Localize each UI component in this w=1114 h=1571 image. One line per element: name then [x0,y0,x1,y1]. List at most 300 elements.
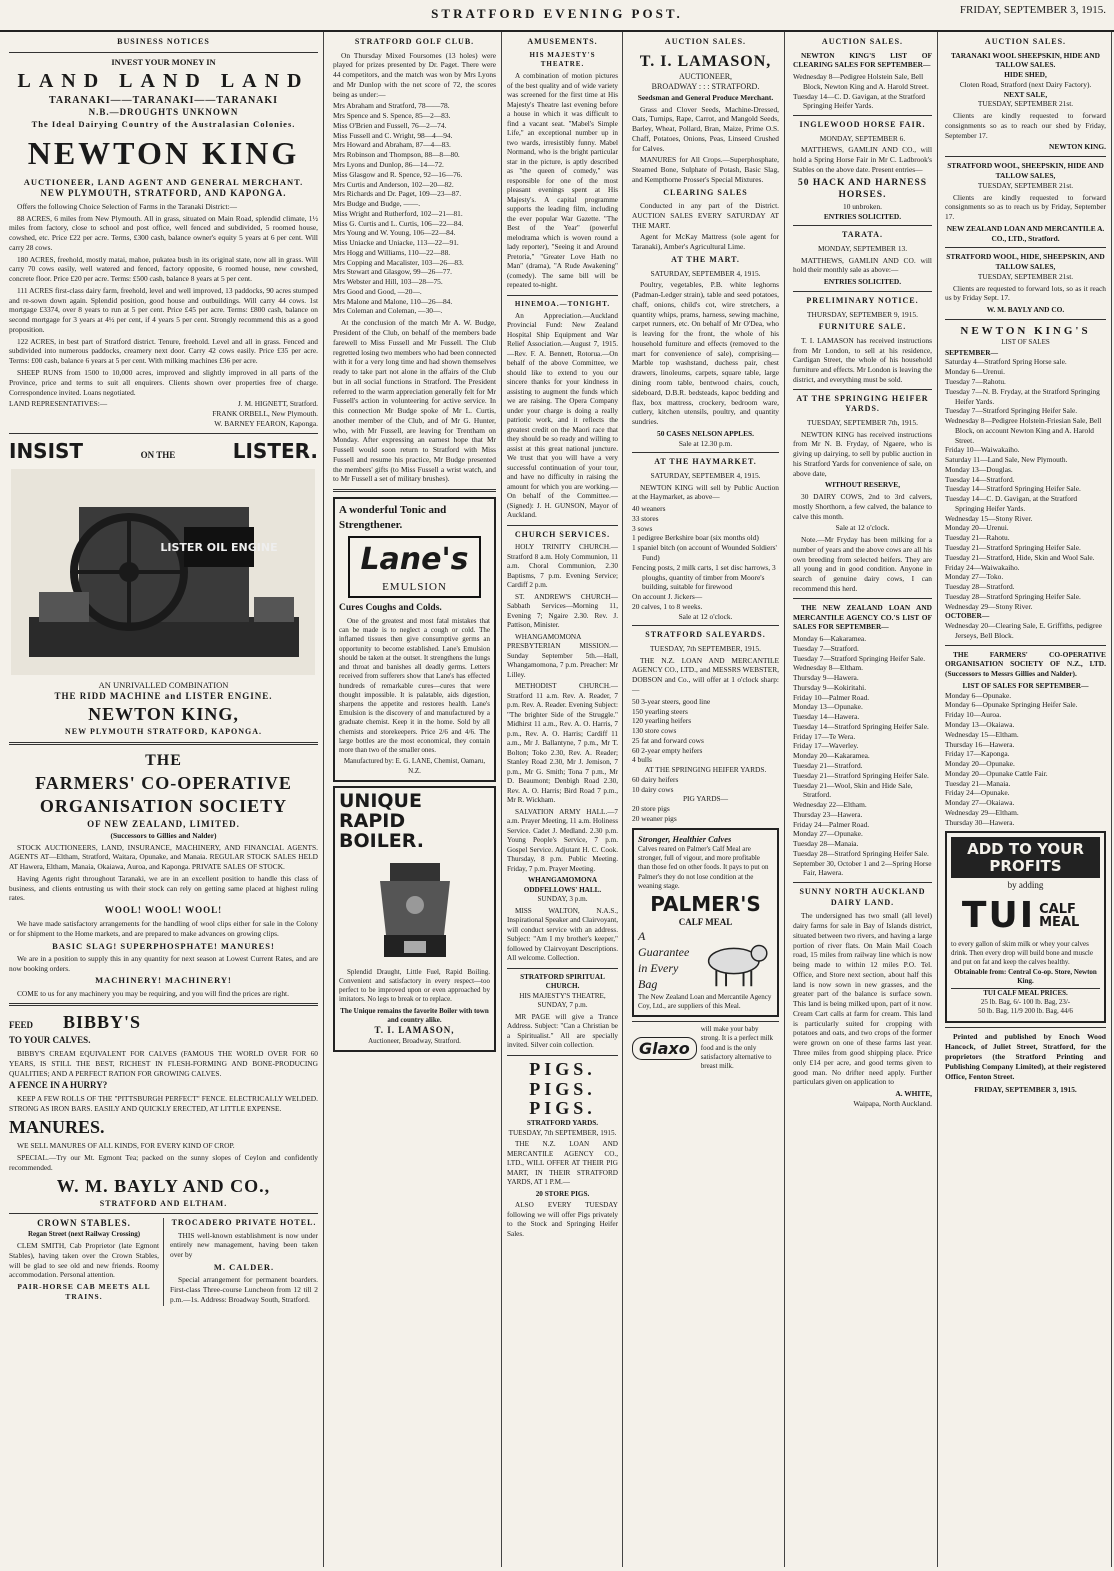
dairy-cows: 30 DAIRY COWS, 2nd to 3rd calvers, mostly Shorthorn, a few calved, the balance to calve this month. [793,492,932,521]
emulsion-logo: EMULSION [382,580,447,593]
fcos-sale-item: Monday 6—Opunake. [945,690,1012,700]
tui-logo: TUI [961,895,1036,937]
nzl-sales-list [793,634,932,878]
spiritual-time: SUNDAY, 7 p.m. [537,1001,588,1010]
pigs-date: TUESDAY, 7th SEPTEMBER, 1915. [508,1128,617,1137]
lamason-broadway: BROADWAY : : : STRATFORD. [651,82,760,92]
saleyards-date: TUESDAY, 7th SEPTEMBER, 1915. [650,643,761,653]
seeds-body: Grass and Clover Seeds, Machine-Dressed, Oats, Turnips, Rape, Carrot, and Mangold Seeds, Barley, Wheat, Pollard, Bran, Maize, Prime O.S. Chaff, Potatoes, Onions, Peas, Linseed Crushed for Calves. [632,104,779,153]
fcos-sale-item: Wednesday 15—Eltham. [945,729,1019,739]
his-majestys-body: A combination of motion pictures of the best quality and of wide variety was screened for the first time at His Majesty's Theatre last evening before a house in which it was difficult to find a vacant seat. "Mabel's Simple Life," an exceptional number up in two wards, irresistibly funny. Mabel Normand, who is the bright particular star in the picture, is aptly described as "the queen of comedy," was responsible for one of the most pleasant evenings spent at His Majesty's. A capital programme supports the leading film, including the ever popular War Gazette. "The Best of the Year" (powerful melodrama which is woven round a lady reporter), "Seeing it and Around Pretoria," "Greater Love Hath no Man" (drama), "A Rude Awakening" (comedy). The same bill will be repeated to-night. [507,72,618,290]
tui-prices-heading: TUI CALF MEAL PRICES. [951,988,1100,998]
church-services-header: CHURCH SERVICES. [514,529,611,539]
boiler-body: Splendid Draught, Little Fuel, Rapid Boiling. Convenient and satisfactory in every respect—too perfect to be improved upon or even approached by imitators. No legs to break or to replace. [339,967,490,1004]
church-notice: ST. ANDREW'S CHURCH—Sabbath Services—Morning 11, Evening 7; Ngaire 2.30. Rev. J. Pattison, Minister. [507,592,618,630]
nzl-sale-item: Monday 20—Kakaramea. [793,751,870,761]
at-the-mart: AT THE MART. [671,255,740,265]
fcos-sale-item: Monday 27—Okaiawa. [945,798,1015,808]
church-notice: WHANGAMOMONA PRESBYTERIAN MISSION.—Sunday September 5th.—Hall, Whangamomona, 7 p.m. Preacher: Mr Lilley. [507,632,618,679]
nk-sale-item: Tuesday 7—N. B. Fryday, at the Stratford Springing Heifer Yards. [945,386,1100,406]
pigs-heading: PIGS. PIGS. PIGS. [529,1058,596,1119]
fcos-heading: THE FARMERS' CO-OPERATIVE ORGANISATION SOCIETY OF N.Z., LTD. (Successors to Messrs Gillies and Nalder). [945,649,1106,679]
golf-score: Miss G. Curtis and L. Curtis, 106—22—84. [333,218,464,228]
nk-sale-item: Tuesday 14—Stratford Springing Heifer Sale. [945,484,1081,494]
nk-sale-item: Monday 13—Douglas. [945,464,1013,474]
hack-horses: 50 HACK AND HARNESS HORSES. [797,177,928,201]
golf-score: Miss O'Brien and Fussell, 76—2—74. [333,120,447,130]
nk-sale-item: Wednesday 29—Stony River. [945,601,1033,611]
nk-sale-item: Monday 27—Toko. [945,572,1004,582]
furniture-sale: FURNITURE SALE. [818,322,907,332]
nk-sale-item: Wednesday 8—Pedigree Holstein-Friesian Sale, Bell Block, on account Newton King and A. Harold Street. [945,416,1102,445]
trocadero-title: TROCADERO PRIVATE HOTEL. [171,1218,317,1228]
next-sale-date: TUESDAY, SEPTEMBER 21st. [977,99,1074,109]
bibbys-title: BIBBY'S [63,1012,142,1033]
nk-sale-item: Tuesday 7—Rahotu. [945,376,1006,386]
droughts-heading: N.B.—DROUGHTS UNKNOWN [88,107,239,118]
lanes-body: One of the greatest and most fatal mistakes that can be made is to neglect a cough or cold. The inflamed tissues then give consumptive germs an opportunity to become established. Lane's Emulsion should be taken at the outset. It strengthens the lungs and throat and banishes all deadly germs. Letters received from sufferers show that Lane's has effected hundreds of remarkable cures—cures that were thought impossible. It is palatable, aids digestion, sharpens the appetite and restores health. Lane's Emulsion is the discovery of and manufactured by a graduate chemist. Keep it in the home. Sold by all chemists and storekeepers. Price 2/6 and 4/6. The large bottles are the most economical, they contain more than two of the smaller ones. [339,616,490,755]
fcos-sale-item: Monday 20—Opunake. [945,759,1015,769]
masthead [0,0,1114,32]
golf-score: Mrs Robinson and Thompson, 88—8—80. [333,150,460,160]
fcos-list-heading: LIST OF SALES FOR SEPTEMBER— [962,680,1089,690]
nk-clearing-list: NEWTON KING'S LIST OF CLEARING SALES FOR SEPTEMBER— [793,50,932,70]
haymarket-item: 1 pedigree Berkshire boar (six months old) [632,533,759,543]
pig-items [632,804,779,824]
pigs-tail: ALSO EVERY TUESDAY following we will offer Pigs privately to the Stock and Springing Heifer Sales. [507,1201,618,1238]
nk-sales-list [945,357,1106,611]
nk-october-list [945,621,1106,641]
representative: W. BARNEY FEARON, Kaponga. [214,418,318,428]
nzl-sale-item: Friday 17—Te Wera. [793,731,856,741]
newton-king-towns-2: NEW PLYMOUTH STRATFORD, KAPONGA. [65,726,262,736]
newton-king-subtitle: AUCTIONEER, LAND AGENT AND GENERAL MERCHANT. [23,176,304,187]
imprint: Printed and published by Enoch Wood Hancock, of Juliet Street, Stratford, for the proprietors (the Stratford Printing and Publishing Company Limited), at their registered Office, Fenton Street. [945,1031,1106,1081]
saleyards-item: 60 2-year empty heifers [632,745,703,755]
golf-score: Mrs Howard and Abraham, 87—4—83. [333,140,451,150]
nzl-sale-item: Monday 13—Opunake. [793,702,863,712]
newton-kings-list-sub: LIST OF SALES [1001,338,1050,347]
taranaki-heading: TARANAKI——TARANAKI——TARANAKI [48,95,279,107]
tui-add-profits: ADD TO YOUR PROFITS [967,840,1084,875]
fcos-sale-item: Monday 6—Opunake Springing Heifer Sale. [945,700,1078,710]
fryday-note: Note.—Mr Fryday has been milking for a number of years and the above cows are all his own breeding from selected heifers. They are all young and in good condition. Anyone in search of genuine dairy cows, I can recommend this herd. [793,535,932,593]
fcos-sale-item: Tuesday 21—Manaia. [945,778,1011,788]
tui-price-row: 50 lb. Bag, 11/9 200 lb. Bag, 44/6 [978,1007,1073,1016]
pig-item: 20 weaner pigs [632,813,677,823]
golf-club-header: STRATFORD GOLF CLUB. [354,37,475,46]
lamason-title: T. I. LAMASON, [639,52,772,70]
farm-listing: SHEEP RUNS from 1500 to 10,000 acres, improved and slightly improved in all parts of the Province, price and terms to suit all enquirers. Clients shown over properties free of charge. Correspondence invited. Loans negotiated. [9,368,318,397]
haymarket-item: 3 sows [632,523,653,533]
auction-sales-header: AUCTION SALES. [664,37,747,46]
tarata-heading: TARATA. [842,230,883,240]
haymarket-sale-time: Sale at 12 o'clock. [678,611,733,621]
issue-date: FRIDAY, SEPTEMBER 3, 1915. [959,4,1106,16]
fence-body: KEEP A FEW ROLLS OF THE "PITTSBURGH PERFECT" FENCE. ELECTRICALLY WELDED. STRONG AS IRON BARS. EASILY AND QUICKLY ERECTED, AT LITTLE EXPENSE. [9,1094,318,1113]
nzl-sale-item: Tuesday 7—Stratford. [793,643,859,653]
palmers-calf-meal-ad [632,828,779,1017]
tui-calf-meal: CALF MEAL [1039,902,1080,931]
cloten-road: Cloten Road, Stratford (next Dairy Factory). [959,79,1092,89]
nzl-sale-item: Wednesday 8—Eltham. [793,663,864,673]
ideal-heading: The Ideal Dairying Country of the Australasian Colonies. [31,119,296,130]
entries-solicited: ENTRIES SOLICITED. [823,211,902,221]
nzl-sale-item: Wednesday 22—Eltham. [793,800,867,810]
cab-notice: PAIR-HORSE CAB MEETS ALL TRAINS. [17,1282,151,1302]
nk-sale-item: Tuesday 28—Stratford. [945,582,1015,592]
nzl-sale-item: Monday 27—Opunake. [793,829,863,839]
nk-sale-item: Friday 10—Waiwakaiho. [945,445,1020,455]
golf-intro: On Thursday Mixed Foursomes (13 holes) were played for prizes presented by Dr. Paget. There were 44 competitors, and the match was won by Mrs Lyons and Mr Dunlop with the net score of 72, the scores being as under:— [333,50,496,99]
bayly-title: W. M. BAYLY AND CO., [56,1175,271,1196]
haymarket-items [632,504,779,611]
newton-king-title-2: NEWTON KING, [88,704,239,725]
tui-obtainable: Obtainable from: Central Co-op. Store, Newton King. [954,967,1097,985]
hinemoa-heading: HINEMOA.—TONIGHT. [514,299,611,308]
nzl-sign: NEW ZEALAND LOAN AND MERCANTILE A. CO., LTD., Stratford. [946,223,1105,243]
haymarket-body: NEWTON KING will sell by Public Auction at the Haymarket, as above— [632,482,779,502]
clients-notice-3: Clients are requested to forward lots, so as it reach us by Friday Sept. 17. [945,283,1106,303]
hinemoa-body: An Appreciation.—Auckland Provincial Fund: New Zealand Hospital Ship Equipment and War Relief Association.—August 7, 1915.—Rev. F. A. Bennett, Rotorua.—On behalf of the above Committee, we should like to extend to you our sincere thanks for your kindness in assisting to augment the funds which we are raising. The Opera Company under your charge is doing a really patriotic work, and it reflects the greatest credit on the Maori race that they should be so ready and willing to assist at this great national juncture. We trust that you will have a very successful continuation of your tour, and have no difficulty in raising the amount for which you are working.—On behalf of the Committee.—(Signed): J. H. GUNSON, Mayor of Auckland. [507,311,618,520]
land-heading: LAND LAND LAND [17,69,310,92]
newspaper-title: STRATFORD EVENING POST. [431,6,683,21]
nelson-apples: 50 CASES NELSON APPLES. [657,428,754,438]
without-reserve: WITHOUT RESERVE, [824,480,901,490]
saleyards-item: 4 bulls [632,755,652,765]
unbroken-count: 10 unbroken. [843,201,882,211]
land-representatives-label: LAND REPRESENTATIVES:— [9,399,108,409]
heifer-item: 60 dairy heifers [632,774,679,784]
nk-sale-item: Tuesday 14—C. D. Gavigan, at the Stratford Springing Heifer Yards. [945,494,1078,513]
nk-sale-item: Wednesday 15—Stony River. [945,513,1033,523]
golf-scores [333,101,496,316]
church-notice: HOLY TRINITY CHURCH.—Stratford 8 a.m. Holy Communion, 11 a.m. Choral Communion, 2.30 Baptisms, 7 p.m. Evening Service; Cardiff 2 p.m. [507,543,618,590]
saleyards-item: 25 fat and forward cows [632,735,704,745]
newton-king-title: NEWTON KING [27,135,300,172]
lanes-emulsion-ad [333,497,496,782]
crown-stables-body: CLEM SMITH, Cab Proprietor (late Egmont Stables), having taken over the Crown Stables, will be glad to see old and new friends. Roomy accommodation. Personal attention. [9,1241,159,1280]
springing-heifer-heading: AT THE SPRINGING HEIFER YARDS. [796,393,929,414]
mart-date: SATURDAY, SEPTEMBER 4, 1915. [650,268,761,278]
next-sale: NEXT SALE, [1003,89,1048,99]
fryday-sale-time: Sale at 12 o'clock. [835,523,890,533]
nzl-sale-item: Tuesday 14—Hawera. [793,712,860,722]
nk-sale-item: Tuesday 14—Stratford. [945,474,1015,484]
nzl-sale-item: September 30, October 1 and 2—Spring Horse Fair, Hawera. [793,858,932,878]
walton-notice: MISS WALTON, N.A.S., Inspirational Speaker and Clairvoyant, will conduct service with an address. Subject: "Am I my brother's keeper," followed by Clairvoyant Descriptions. All welcome. Collection. [507,906,618,963]
amusements-header: AMUSEMENTS. [527,37,598,46]
newton-king-sign: NEWTON KING. [1049,142,1106,152]
auction-sales-header: AUCTION SALES. [821,37,904,46]
page-notice: MR PAGE will give a Trance Address. Subject: "Can a Christian be a Spiritualist." All are specially invited. Silver coin collection. [507,1012,618,1050]
mg-monthly-body: MATTHEWS, GAMLIN AND CO. will hold their monthly sale as above:— [793,255,932,275]
imprint-date: FRIDAY, SEPTEMBER 3, 1915. [974,1084,1077,1094]
farm-listing: 180 ACRES, freehold, mostly matai, mahoe, pukatea bush in its original state, now all in grass. Will carry 70 cows easily, well watered and fenced, factory opposite, 6 roomed house, new cowshed, concrete floor. Price £20 per acre. Terms: £500 cash, balance 8 years at 5 per cent. [9,254,318,284]
column-2 [328,32,502,1567]
column-4 [627,32,785,1567]
nzl-sale-item: Tuesday 21—Wool, Skin and Hide Sale, Stratford. [793,780,913,800]
pig-yards: PIG YARDS— [682,794,729,804]
lamason-name: T. I. LAMASON, [374,1025,455,1036]
haymarket-item: 33 stores [632,513,659,523]
nk-sale-item: Tuesday 7—Stratford Springing Heifer Sale. [945,406,1078,416]
golf-score: Mrs Curtis and Anderson, 102—20—82. [333,179,454,189]
tui-price-row: 25 lb. Bag, 6/- 100 lb. Bag, 23/- [980,998,1071,1007]
saleyards-item: 120 yearling heifers [632,716,692,726]
business-notices-header: BUSINESS NOTICES [117,37,210,46]
golf-score: Mrs Copping and Macalister, 103—26—83. [333,257,464,267]
furniture-body: T. I. LAMASON has received instructions from Mr London, to sell at his residence, Cardigan Street, the whole of his household furniture and effects. Mr London is leaving the district, and everything must be sold. [793,335,932,384]
saleyards-item: 50 3-year steers, good line [632,696,711,706]
manures-mixtures: MANURES for All Crops.—Superphosphate, Steamed Bone, Sulphate of Potash, Basic Slag, and Kempthorne Prosser's Special Mixtures. [632,155,779,184]
golf-farewell: At the conclusion of the match Mr A. W. Budge, President of the Club, on behalf of the members bade farewell to Miss Fussell and Mr Fussell. The Club regretted losing two members who had been connected with it for a very long time and had shown themselves ready to take part not alone in the affairs of the Club but in all social functions in Stratford. The President referred to the warm appreciation generally felt for Mr Fussell's action in volunteering for active service. In this connection Mr Budge spoke of Mr L. Curtis, another member of the Club, and of Mr G. Hunter, who, with Mr Fussell, are leaving for Trentham on Monday. After expressing an earnest hope that Mr Fussell would soon return to Stratford with Miss Fussell and resume his practice, Mr Budge presented the members' gifts (to Miss Fussell a wrist watch, and to Mr Fussell a set of military brushes). [333,318,496,484]
palmers-logo: PALMER'S [650,892,761,917]
calf-illustration [695,931,773,991]
lanes-logo: Lane's [360,542,469,578]
newton-king-towns: NEW PLYMOUTH, STRATFORD, AND KAPONGA. [40,187,287,198]
farmers-nz: OF NEW ZEALAND, LIMITED. [87,819,240,829]
tui-by-adding: by adding [1007,880,1044,891]
lanes-cures: Cures Coughs and Colds. [339,603,442,614]
sunny-north-auckland: SUNNY NORTH AUCKLAND DAIRY LAND. [799,887,926,907]
nk-sale-item: Tuesday 21—Stratford Springing Heifer Sale. [945,542,1081,552]
bibbys-body: BIBBY'S CREAM EQUIVALENT FOR CALVES (FAMOUS THE WORLD OVER FOR 60 YEARS, IS STILL THE BEST, RICHEST IN FLESH-FORMING AND BONE-PRODUCING QUALITIES; AND A PERFECT RATION FOR GROWING CALVES. [9,1049,318,1078]
nk-sale-item: Saturday 11—Land Sale, New Plymouth. [945,455,1068,465]
white-location: Waipapa, North Auckland. [853,1098,932,1108]
stratford-saleyards: STRATFORD SALEYARDS. [645,630,766,640]
saleyards-items [632,697,779,765]
nk-sale-item: Tuesday 21—Stratford, Hide, Skin and Wool Sale. [945,552,1095,562]
palmers-guarantee: A Guarantee in Every Bag [638,929,690,991]
haymarket-item: 20 calves, 1 to 8 weeks. [632,601,703,611]
boiler-illustration [340,855,490,965]
nk-sale-item: Tuesday 28—Stratford Springing Heifer Sale. [945,591,1081,601]
fryday-body: NEWTON KING has received instructions from Mr N. B. Fryday, of Ngaere, who is giving up dairying, to sell by public auction in his Stratford Yards for convenience of sale, on above date, [793,429,932,478]
fence-heading: A FENCE IN A HURRY? [9,1080,108,1091]
nk-sale-item: Saturday 4—Stratford Spring Horse sale. [945,357,1067,367]
his-majestys-theatre: HIS MAJESTY'S THEATRE. [529,50,596,68]
farmers-agents: STOCK AUCTIONEERS, LAND, INSURANCE, MACHINERY, AND FINANCIAL AGENTS. AGENTS AT—Eltham, Stratford, Waitara, Opunake, and Manaia. REGULAR STOCK SALES HELD AT Hawera, Eltham, Manaia, Okaiawa, Auroa, and Kaponga. PRIVATE SALES OF STOCK. [9,842,318,872]
bayly-sign: W. M. BAYLY AND CO. [986,305,1065,315]
glaxo-logo: Glaxo [632,1037,697,1060]
tui-body: to every gallon of skim milk or whey your calves drink. Then every drop will build bone and muscle and put on fat and keep the calves healthy. [951,939,1093,967]
golf-score: Mrs Webster and Hill, 103—28—75. [333,277,443,287]
fcos-sale-item: Friday 10—Auroa. [945,710,1002,720]
pig-item: 20 store pigs [632,804,670,814]
nk-sale-item: Tuesday 21—Rahotu. [945,533,1010,543]
fcos-sale-item: Monday 20—Opunake Cattle Fair. [945,768,1048,778]
haymarket-item: 40 weaners [632,504,666,514]
boiler-tagline: The Unique remains the favorite Boiler with town and country alike. [340,1006,489,1024]
nk-clearing-item: Tuesday 14—C. D. Gavigan, at the Stratford Springing Heifer Yards. [793,91,926,111]
farm-listing: 122 ACRES, in best part of Stratford district. Tenure, freehold. Level and all in grass. Fenced and subdivided into numerous paddocks, creamery next door. Carry 42 cows easily. Price £35 per acre. Terms: £00 cash, balance 6 years at 5 per cent. With milking machines £36 per acre. [9,336,318,366]
nzl-sale-item: Thursday 9—Kokiritahi. [793,682,867,692]
farm-listing: 111 ACRES first-class dairy farm, freehold, level and well improved, 13 paddocks, 90 acres stumped and re-sown down again. Splendid position, good house and outbuildings. Will carry 44 cows. 1st mortgage £3374, over 8 years to run at 5 per cent. Price £45 per acre. Terms: £800 cash, balance on second mortgage for 3 years at 4½ per cent, if 4 years 5 per cent. Strongly recommend this as a good proposition. [9,285,318,334]
tui-calf-meal-ad [945,831,1106,1022]
wool-heading: WOOL! WOOL! WOOL! [104,905,223,916]
farmers-the: THE [145,752,182,770]
palmers-headline: Stronger, Healthier Calves [638,833,732,844]
palmers-suppliers: The New Zealand Loan and Mercantile Agency Coy, Ltd., are suppliers of this Meal. [638,992,772,1010]
golf-score: Mrs Coleman and Coleman, —30—. [333,306,443,316]
representative: J. M. HIGNETT, Stratford. [237,399,318,409]
heifer-item: 10 dairy cows [632,784,674,794]
lanes-manufacturer: Manufactured by: E. G. LANE, Chemist, Oamaru, N.Z. [343,757,486,775]
tarata-date: MONDAY, SEPTEMBER 13. [817,243,908,253]
calder-name: M. CALDER. [213,1261,275,1272]
nzl-sale-item: Tuesday 21—Stratford. [793,761,863,770]
stratford-hide-date: TUESDAY, SEPTEMBER 21st. [977,271,1074,281]
farmers-body: Having Agents right throughout Taranaki, we are in an excellent position to handle this class of business, and clients entrusting us with their stock can rely on getting same placed at highest ruling rates. [9,873,318,903]
golf-score: Miss Glasgow and R. Spence, 92—16—76. [333,169,463,179]
store-pigs: 20 STORE PIGS. [535,1189,590,1198]
farm-listing: 88 ACRES, 6 miles from New Plymouth. All in grass, situated on Main Road, splendid climate, 1½ miles from factory, close to school and post office, well fenced and subdivided, 5 roomed house, cowshed, etc. Price £22 per acre. Terms, £300 cash, balance owner's equity 5 years at 6 per cent. Will carry 28 cows. [9,213,318,252]
golf-score: Mrs Stewart and Glasgow, 99—26—77. [333,267,452,277]
fcos-sales-list [945,691,1106,828]
nk-sale-item: Monday 6—Urenui. [945,367,1005,377]
invest-heading: INVEST YOUR MONEY IN [111,56,216,67]
nk-october: OCTOBER— [945,611,990,621]
feed-label: FEED [9,1020,34,1031]
golf-score: Miss Fussell and C. Wright, 98—4—94. [333,130,453,140]
column-1 [4,32,324,1567]
special-tea: SPECIAL.—Try our Mt. Egmont Tea; packed on the sunny slopes of Ceylon and confidently recommended. [9,1153,318,1172]
clients-notice-2: Clients are kindly requested to forward consignments so as to reach us by Friday, September 17. [945,192,1106,222]
clearing-body: Conducted in any part of the District. AUCTION SALES EVERY SATURDAY AT THE MART. [632,201,779,230]
wool-body: We have made satisfactory arrangements for the handling of wool clips either for sale in the Colony or for shipment to the Home markets, and are prepared to make advances on growing clips. [9,919,318,938]
manures-title-body: WE SELL MANURES OF ALL KINDS, FOR EVERY KIND OF CROP. [17,1141,235,1151]
on-the-text: ON THE [140,449,176,460]
golf-score: Miss Uniacke and Uniacke, 113—22—91. [333,238,459,248]
newton-kings-list: NEWTON KING'S [960,324,1091,337]
manures-body: We are in a position to supply this in any quantity for next season at Lowest Current Rates, and are now booking orders. [9,953,318,973]
nk-sale-item: Monday 20—Urenui. [945,523,1009,533]
farms-intro: Offers the following Choice Selection of Farms in the Taranaki District:— [17,201,238,211]
bayly-subtitle: STRATFORD AND ELTHAM. [99,1198,228,1208]
nk-october-item: Wednesday 20—Clearing Sale, E. Griffiths, pedigree Jerseys, Bell Block. [945,621,1102,640]
golf-score: Mrs Hogg and Williams, 110—22—88. [333,247,451,257]
golf-score: Miss Wright and Rutherford, 102—21—81. [333,208,463,218]
preliminary-notice: PRELIMINARY NOTICE. [806,295,919,305]
fcos-sale-item: Friday 17—Kaponga. [945,749,1010,759]
furniture-date: THURSDAY, SEPTEMBER 9, 1915. [807,309,918,319]
fcos-sale-item: Monday 13—Okaiawa. [945,720,1015,729]
clients-notice-1: Clients are kindly requested to forward consignments so as to reach our shed by Friday, September 17. [945,111,1106,140]
at-the-haymarket: AT THE HAYMARKET. [654,457,757,467]
stratford-hide-heading: STRATFORD WOOL, HIDE, SHEEPSKIN, AND TALLOW SALES, [946,252,1105,272]
mart-sale-time: Sale at 12.30 p.m. [678,438,733,448]
nzl-sale-item: Monday 6—Kakaramea. [793,634,867,644]
palmers-body: Calves reared on Palmer's Calf Meal are stronger, full of vigour, and more profitable than those fed on other foods. It pays to put on Palmer's they do not lose condition at the weaning stage. [638,844,769,890]
golf-score: Mrs Budge and Budge, ——. [333,199,421,209]
fcos-sale-item: Thursday 16—Hawera. [945,739,1015,749]
stratford-yards: STRATFORD YARDS. [526,1119,599,1128]
nzl-sale-item: Friday 10—Palmer Road. [793,692,870,702]
springing-heifer-yards: AT THE SPRINGING HEIFER YARDS. [644,765,767,775]
taranaki-wool-heading: TARANAKI WOOL SHEEPSKIN, HIDE AND TALLOW SALES. [950,50,1100,70]
ridd-lister-caption: THE RIDD MACHINE and LISTER ENGINE. [54,691,273,702]
lister-heading: LISTER. [232,438,318,463]
trocadero-body-2: Special arrangement for permanent boarders. First-class Three-course Luncheon from 12 till 2 p.m.—1s. Address: Broadway South, Stratford. [170,1275,318,1304]
nk-clearing-items [793,72,932,111]
mg-horse-fair-body: MATTHEWS, GAMLIN AND CO., will hold a Spring Horse Fair in Mr C. Ladbrook's Stables on the above date. Present entries— [793,145,932,174]
clearing-sales-heading: CLEARING SALES [663,187,748,197]
entries-solicited-2: ENTRIES SOLICITED. [823,277,902,287]
white-name: A. WHITE, [895,1089,932,1099]
golf-score: Mrs Richards and Dr. Paget, 109—23—87. [333,189,462,199]
lamason-address: Auctioneer, Broadway, Stratford. [368,1036,461,1045]
mart-body: Poultry, vegetables, P.B. white leghorns (Padman-Ledger strain), table and seed potatoes, chaff, onions, child's cot, wire stretchers, a quantity whips, prams, harness, sewing machine, carpet runners, etc. On behalf of Mr O'Dea, who is leaving for the front, the whole of his household furniture and effects (removed to the mart for convenience of sale), comprising— Marble top washstand, duchess pair, chest drawers, linoleums, carpets, square table, large dining room table, bentwood chairs, couch, sideboard, D.B.R. bedsteads, kapoc bedding and flax, box mattress, crockery, bedroom ware, cutlery, kitchen utensils, poultry, and quantity sundries. [632,280,779,427]
haymarket-date: SATURDAY, SEPTEMBER 4, 1915. [650,470,761,480]
golf-score: Mrs Young and W. Young, 106—22—84. [333,228,456,238]
sunny-body: The undersigned has two small (all level) dairy farms for sale in Bay of Islands district, situated between two rivers, and having a large portion of river flats. On Main Mail Coach road, 15 miles from railway line which is now being made to within 12 miles P.O. Tel. Office, and Store next section, about half this land is now sown in new grasses, and the greater part of the balance is surface sown. This land is being milked upon, part of it now. Cream Cart calls at farm for cream. This land is particularly suited for cropping with potatoes and oats, and two crops of the former were grown on one of these farms last year. Three miles from good shipping place. Price only £14 per acre, and good terms given to good man. No drifter need apply. Further particulars given on application to [793,911,933,1087]
calves-heading: TO YOUR CALVES. [9,1035,91,1046]
nzl-sale-item: Tuesday 28—Stratford Springing Heifer Sale. [793,848,929,858]
fcos-sale-item: Wednesday 29—Eltham. [945,807,1019,817]
lamason-auctioneer: AUCTIONEER, [678,71,733,81]
column-3 [503,32,623,1567]
nzl-sale-item: Tuesday 7—Stratford Springing Heifer Sale. [793,653,926,663]
nzl-sale-item: Friday 17—Waverley. [793,741,859,751]
seedsman-heading: Seedsman and General Produce Merchant. [637,92,774,102]
saleyards-item: 130 store cows [632,726,677,736]
farmers-successors: (Successors to Gillies and Nalder) [110,830,217,840]
springing-date: TUESDAY, SEPTEMBER 7th, 1915. [807,417,918,427]
nzl-sale-item: Thursday 23—Hawera. [793,809,863,819]
fcos-sale-item: Thursday 30—Hawera. [945,817,1015,827]
machinery-body: COME to us for any machinery you may be requiring, and you will find the prices are right. [17,988,289,998]
glaxo-body: will make your baby strong. It is a perfect milk food and is the only satisfactory alternative to breast milk. [700,1025,774,1071]
palmers-calf-meal: CALF MEAL [678,917,733,928]
inglewood-date: MONDAY, SEPTEMBER 6. [819,133,906,143]
nk-sale-item: Friday 24—Waiwakaiho. [945,562,1020,572]
manures-title: MANURES. [9,1116,105,1137]
fcos-sale-item: Friday 24—Opunake. [945,788,1010,798]
auction-sales-header: AUCTION SALES. [984,37,1067,46]
nzl-sale-item: Tuesday 28—Manaia. [793,839,859,849]
haymarket-item: Fencing posts, 2 milk carts, 1 set disc harrows, 3 ploughs, quantity of timber from Moore's building, suitable for firewood [632,562,776,592]
crown-stables-title: CROWN STABLES. [37,1218,131,1229]
nzl-list-heading: THE NEW ZEALAND LOAN AND MERCANTILE AGENCY CO.'S LIST OF SALES FOR SEPTEMBER— [793,602,932,632]
representative: FRANK ORBELL, New Plymouth. [212,409,318,419]
golf-score: Mrs Good and Good, —20—. [333,286,422,296]
saleyards-body: THE N.Z. LOAN AND MERCANTILE AGENCY CO., LTD., and MESSRS WEBSTER, DOBSON and Co., will offer at 1 o'clock sharp:— [632,655,779,694]
column-5 [788,32,938,1567]
oddfellows-time: SUNDAY, 3 p.m. [537,895,588,904]
nzl-sale-item: Tuesday 21—Stratford Springing Heifer Sale. [793,770,929,780]
nzl-sale-item: Friday 24—Palmer Road. [793,819,870,829]
hide-shed: HIDE SHED, [1004,70,1047,80]
stratford-wool-heading: STRATFORD WOOL, SHEEPSKIN, HIDE AND TALLOW SALES, [947,161,1104,180]
spiritual-venue: HIS MAJESTY'S THEATRE, [519,991,606,1000]
trocadero-body: THIS well-known establishment is now under entirely new management, having been taken over by [170,1230,318,1260]
organisation-society-title: ORGANISATION SOCIETY [39,796,288,817]
unrivalled-caption: AN UNRIVALLED COMBINATION [98,680,229,690]
church-notice: METHODIST CHURCH.—Stratford 11 a.m. Rev. A. Reader, 7 p.m. Rev. A. Reader. Evening Subject: "The brighter Side of the Struggle." Midhirst 11 a.m., Rev. A. O. Harris, 7 p.m., Rev. A. O. Harris; Cardiff 11 a.m., Mr J. Ballantyne, 7 p.m., Mr T. Bolton; Toko 2.30, Rev. A. Reader; Stanley Road 2.30, Mr J. Jemison, 7 p.m., Mr G. Smith; Tona 7 p.m., Mr D. Beaumont; Denbigh Road 2.30, Rev. A. O. Harris; Bird Road 7 p.m., Mr R. Wickham. [507,682,618,805]
unique-boiler-ad [333,786,496,1052]
saleyards-item: 150 yearling steers [632,706,688,716]
insist-heading: INSIST [9,438,84,463]
nk-clearing-item: Wednesday 8—Pedigree Holstein Sale, Bell Block, Newton King and A. Harold Street. [793,72,929,91]
lister-engine-illustration [9,467,317,677]
golf-score: Mrs Spence and S. Spence, 85—2—83. [333,111,451,121]
column-6 [940,32,1112,1567]
inglewood-horse-fair: INGLEWOOD HORSE FAIR. [799,120,926,130]
haymarket-item: 1 spaniel bitch (on account of Wounded Soldiers' Fund) [632,543,777,563]
farmers-cooperative-title: FARMERS' CO-OPERATIVE [35,772,292,793]
stratford-wool-date: TUESDAY, SEPTEMBER 21st. [977,180,1074,190]
